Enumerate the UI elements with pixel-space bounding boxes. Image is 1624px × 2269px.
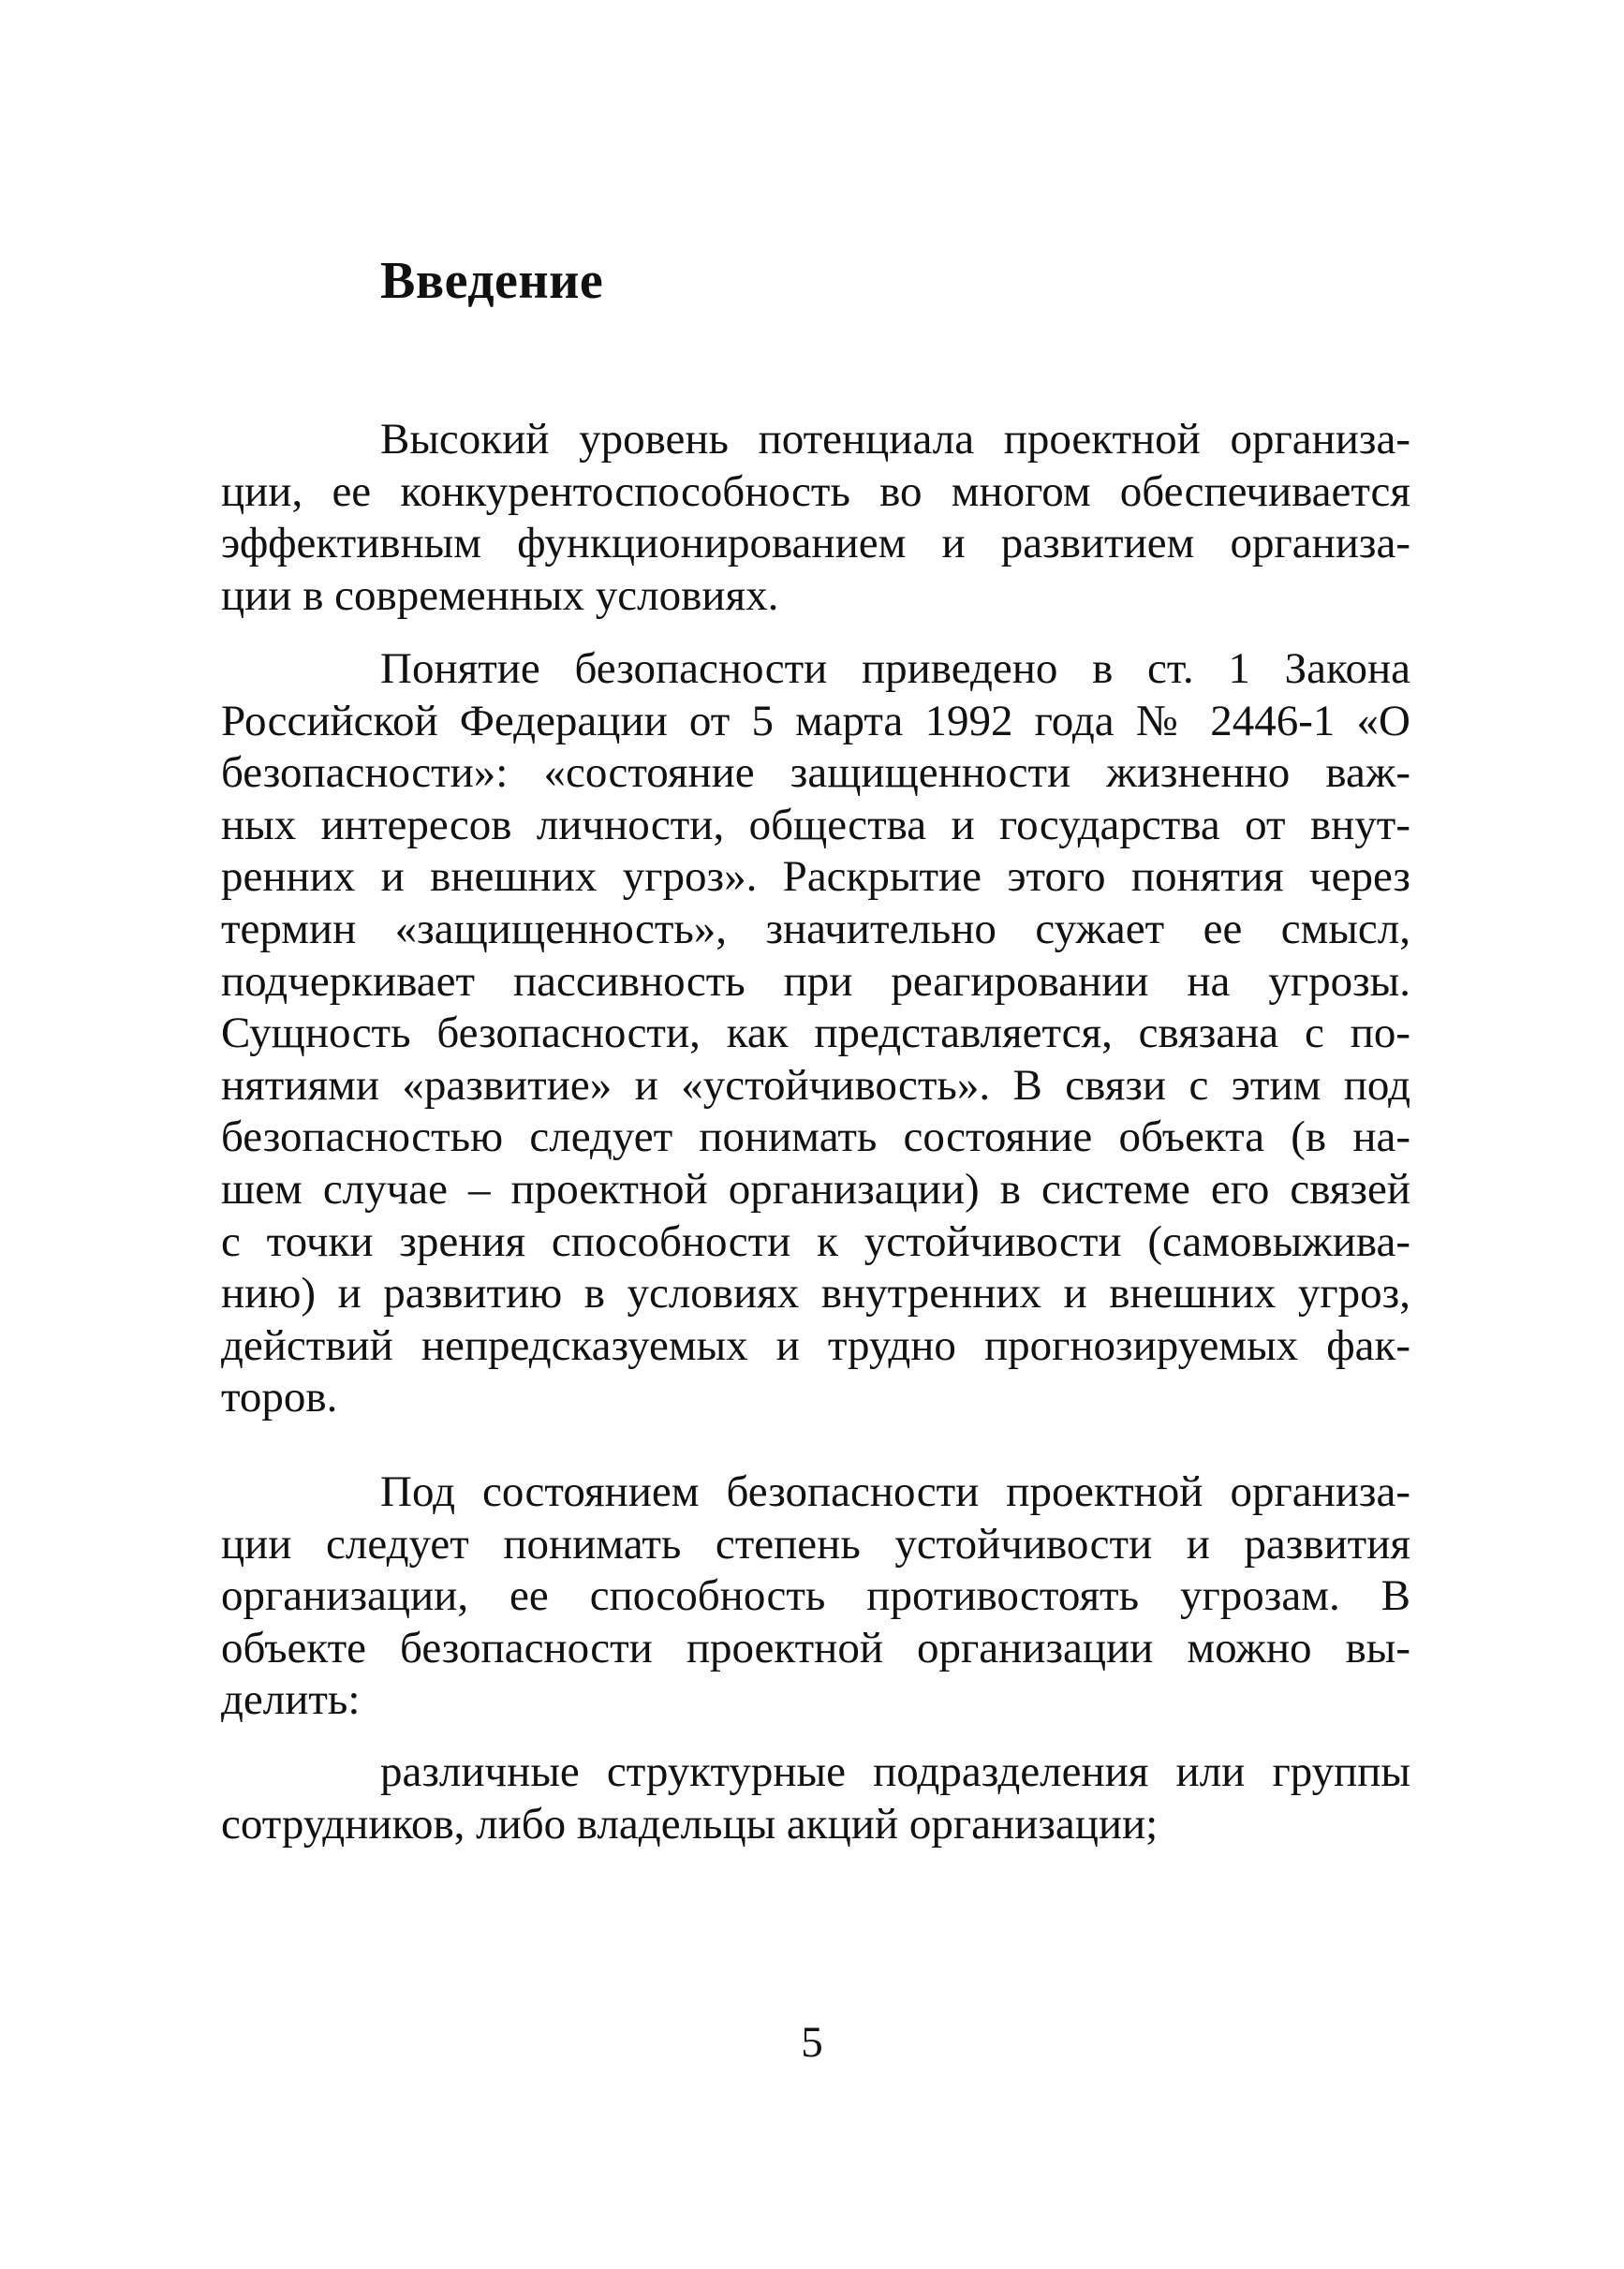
- text-line: Понятие безопасности приведено в ст. 1 Закона: [380, 644, 1410, 693]
- text-line: шем случае – проектной организации) в системе его связей: [221, 1164, 1410, 1214]
- text-line: Под состоянием безопасности проектной организа-: [380, 1467, 1410, 1516]
- text-line: объекте безопасности проектной организации можно вы-: [221, 1623, 1410, 1672]
- text-line: подчеркивает пассивность при реагировании на угрозы.: [221, 956, 1410, 1006]
- text-line: организации, ее способность противостоять угрозам. В: [221, 1571, 1410, 1621]
- page-number: 5: [801, 2018, 823, 2067]
- section-heading: Введение: [380, 252, 604, 310]
- text-line: ции в современных условиях.: [221, 570, 779, 620]
- text-line: термин «защищенность», значительно сужает ее смысл,: [221, 904, 1410, 953]
- text-line: различные структурные подразделения или группы: [380, 1747, 1410, 1796]
- text-line: нию) и развитию в условиях внутренних и внешних угроз,: [221, 1269, 1410, 1319]
- text-line: эффективным функционированием и развитием организа-: [221, 519, 1410, 568]
- text-line: ных интересов личности, общества и государства от внут-: [221, 800, 1410, 849]
- text-line: нятиями «развитие» и «устойчивость». В связи с этим под: [221, 1060, 1410, 1110]
- text-line: сотрудников, либо владельцы акций организации;: [221, 1799, 1159, 1849]
- text-line: Высокий уровень потенциала проектной организа-: [380, 415, 1410, 464]
- text-line: делить:: [221, 1675, 361, 1725]
- text-line: безопасностью следует понимать состояние объекта (в на-: [221, 1112, 1410, 1162]
- text-line: ренних и внешних угроз». Раскрытие этого понятия через: [221, 852, 1410, 902]
- text-line: Сущность безопасности, как представляется, связана с по-: [221, 1009, 1410, 1058]
- paragraph: [221, 1746, 1410, 1850]
- paragraph: [221, 643, 1410, 1424]
- text-line: ции, ее конкурентоспособность во многом обеспечивается: [221, 466, 1410, 516]
- text-line: действий непредсказуемых и трудно прогнозируемых фак-: [221, 1320, 1410, 1370]
- paragraph: [221, 414, 1410, 622]
- text-line: с точки зрения способности к устойчивости (самовыжива-: [221, 1216, 1410, 1266]
- text-line: ции следует понимать степень устойчивости и развития: [221, 1519, 1410, 1569]
- text-line: безопасности»: «состояние защищенности жизненно важ-: [221, 748, 1410, 798]
- text-line: Российской Федерации от 5 марта 1992 года № 2446-1 «О: [221, 696, 1410, 745]
- text-line: торов.: [221, 1373, 338, 1422]
- paragraph: [221, 1466, 1410, 1727]
